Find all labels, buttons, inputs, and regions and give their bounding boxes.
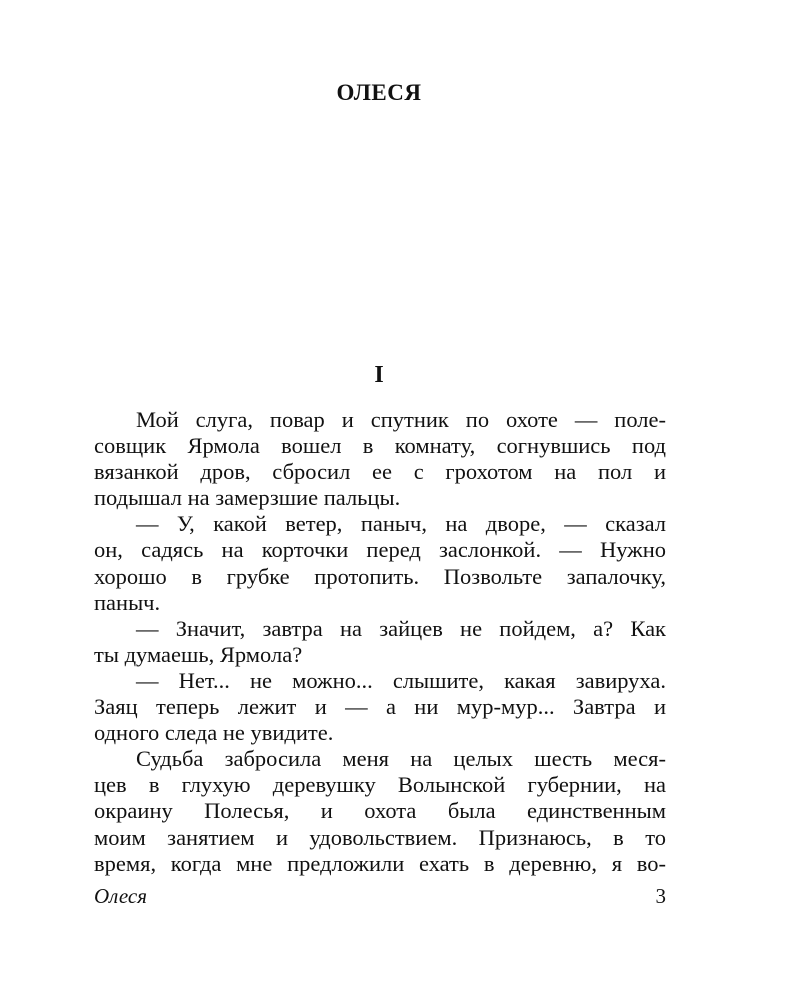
text-line: Мой слуга, повар и спутник по охоте — поле- <box>136 407 666 432</box>
book-title: ОЛЕСЯ <box>336 80 422 105</box>
text-line: ты думаешь, Ярмола? <box>94 641 303 667</box>
text-line: окраину Полесья, и охота была единственным <box>94 798 666 824</box>
text-line: Судьба забросила меня на целых шесть меся- <box>136 746 666 772</box>
text-line: подышал на замерзшие пальцы. <box>94 485 401 511</box>
text-line: паныч. <box>94 589 161 615</box>
text-line: Заяц теперь лежит и — а ни мур-мур... Завтра и <box>94 694 666 720</box>
page-number: 3 <box>655 884 666 908</box>
text-line: одного следа не увидите. <box>94 720 334 746</box>
running-title: Олеся <box>94 884 147 908</box>
text-line: — Нет... не можно... слышите, какая завируха. <box>136 667 666 693</box>
chapter-text <box>94 407 666 877</box>
text-line: хорошо в грубке протопить. Позвольте запалочку, <box>94 563 666 589</box>
text-line: совщик Ярмола вошел в комнату, согнувшись под <box>94 433 666 459</box>
text-line: моим занятием и удовольствием. Признаюсь, в то <box>94 824 666 850</box>
chapter-number: I <box>374 362 384 388</box>
text-line: вязанкой дров, сбросил ее с грохотом на пол и <box>94 459 666 485</box>
text-line: время, когда мне предложили ехать в деревню, я во- <box>94 850 666 876</box>
text-line: — У, какой ветер, паныч, на дворе, — сказал <box>136 511 666 537</box>
text-line: он, садясь на корточки перед заслонкой. — Нужно <box>94 537 666 563</box>
text-line: — Значит, завтра на зайцев не пойдем, а? Как <box>136 615 666 641</box>
text-line: цев в глухую деревушку Волынской губернии, на <box>94 772 666 798</box>
